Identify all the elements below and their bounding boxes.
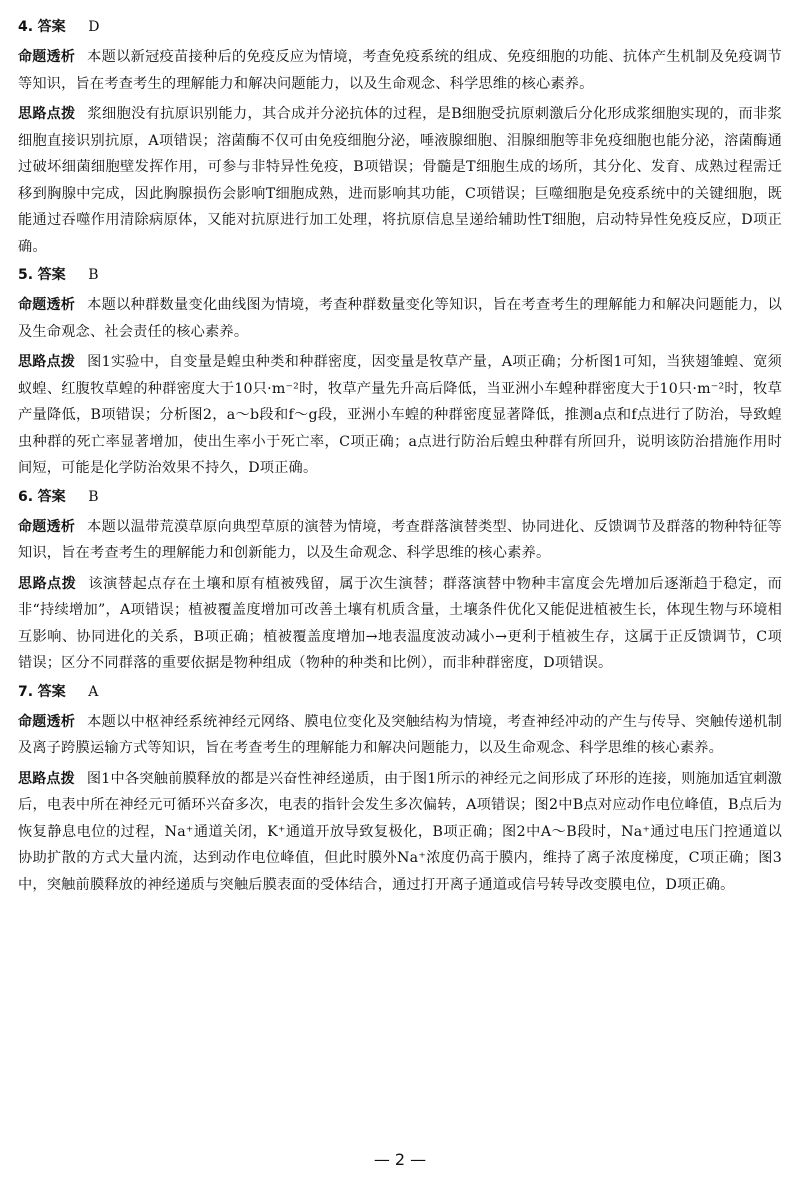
question-header <box>18 484 782 510</box>
answer-label: 答案 <box>37 267 66 283</box>
question-number: 5. <box>18 267 34 283</box>
solution-paragraph <box>18 349 782 482</box>
question-7 <box>18 679 782 899</box>
question-header <box>18 679 782 705</box>
question-header <box>18 262 782 288</box>
solution-paragraph <box>18 766 782 899</box>
answer-value: A <box>88 683 99 700</box>
solution-text: 图1中各突触前膜释放的都是兴奋性神经递质，由于图1所示的神经元之间形成了环形的连接，则施加适宜刺激后，电表中所在神经元可循环兴奋多次，电表的指针会发生多次偏转，A项错误；图2中B点对应动作电位峰值，B点后为恢复静息电位的过程，Na⁺通道关闭，K⁺通道开放导致复极化，B项正确；图2中A～B段时，Na⁺通过电压门控通道以协助扩散的方式大量内流，达到动作电位峰值，但此时膜外Na⁺浓度仍高于膜内，维持了离子浓度梯度，C项正确；图3中，突触前膜释放的神经递质与突触后膜表面的受体结合，通过打开离子通道或信号转导改变膜电位，D项正确。 <box>18 770 782 893</box>
answer-label: 答案 <box>37 19 66 35</box>
analysis-text: 本题以中枢神经系统神经元网络、膜电位变化及突触结构为情境，考查神经冲动的产生与传导、突触传递机制及离子跨膜运输方式等知识，旨在考查考生的理解能力和解决问题能力，以及生命观念、科学思维的核心素养。 <box>18 713 782 756</box>
answer-value: D <box>88 19 100 35</box>
analysis-paragraph <box>18 44 782 97</box>
analysis-paragraph <box>18 709 782 762</box>
answer-label: 答案 <box>37 488 66 505</box>
analysis-label: 命题透析 <box>18 713 76 730</box>
solution-paragraph <box>18 101 782 260</box>
answer-value: B <box>88 267 99 283</box>
solution-text: 图1实验中，自变量是蝗虫种类和种群密度，因变量是牧草产量，A项正确；分析图1可知，当狭翅雏蝗、宽须蚁蝗、红腹牧草蝗的种群密度大于10只·m⁻²时，牧草产量先升高后降低，当亚洲小车蝗种群密度大于10只·m⁻²时，牧草产量降低，B项错误；分析图2，a～b段和f～g段，亚洲小车蝗的种群密度显著降低，推测a点和f点进行了防治，导致蝗虫种群的死亡率显著增加，使出生率小于死亡率，C项正确；a点进行防治后蝗虫种群有所回升，说明该防治措施作用时间短，可能是化学防治效果不持久，D项正确。 <box>18 354 782 476</box>
question-number: 7. <box>18 683 34 700</box>
page-number: — 2 — <box>373 1150 427 1169</box>
question-6 <box>18 484 782 677</box>
analysis-text: 本题以温带荒漠草原向典型草原的演替为情境，考查群落演替类型、协同进化、反馈调节及群落的物种特征等知识，旨在考查考生的理解能力和创新能力，以及生命观念、科学思维的核心素养。 <box>18 518 782 561</box>
solution-text: 该演替起点存在土壤和原有植被残留，属于次生演替；群落演替中物种丰富度会先增加后逐渐趋于稳定，而非“持续增加”，A项错误；植被覆盖度增加可改善土壤有机质含量，土壤条件优化又能促进植被生长，体现生物与环境相互影响、协同进化的关系，B项正确；植被覆盖度增加→地表温度波动减小→更利于植被生存，这属于正反馈调节，C项错误；区分不同群落的重要依据是物种组成（物种的种类和比例），而非种群密度，D项错误。 <box>18 575 782 671</box>
solution-paragraph <box>18 571 782 677</box>
solution-label: 思路点拨 <box>18 354 76 370</box>
analysis-paragraph <box>18 514 782 567</box>
solution-label: 思路点拨 <box>18 575 77 592</box>
question-number: 4. <box>18 19 34 35</box>
solution-text: 浆细胞没有抗原识别能力，其合成并分泌抗体的过程，是B细胞受抗原刺激后分化形成浆细胞实现的，而非浆细胞直接识别抗原，A项错误；溶菌酶不仅可由免疫细胞分泌，唾液腺细胞、泪腺细胞等非免疫细胞也能分泌，溶菌酶通过破坏细菌细胞壁发挥作用，可参与非特异性免疫，B项错误；骨髓是T细胞生成的场所，其分化、发育、成熟过程需迁移到胸腺中完成，因此胸腺损伤会影响T细胞成熟，进而影响其功能，C项错误；巨噬细胞是免疫系统中的关键细胞，既能通过吞噬作用清除病原体，又能对抗原进行加工处理，将抗原信息呈递给辅助性T细胞，启动特异性免疫反应，D项正确。 <box>18 106 782 255</box>
question-5 <box>18 262 782 482</box>
answer-value: B <box>88 488 99 505</box>
answer-label: 答案 <box>37 683 66 700</box>
analysis-text: 本题以新冠疫苗接种后的免疫反应为情境，考查免疫系统的组成、免疫细胞的功能、抗体产生机制及免疫调节等知识，旨在考查考生的理解能力和解决问题能力，以及生命观念、科学思维的核心素养。 <box>18 49 782 92</box>
analysis-paragraph <box>18 292 782 345</box>
solution-label: 思路点拨 <box>18 106 76 122</box>
question-header <box>18 14 782 40</box>
analysis-text: 本题以种群数量变化曲线图为情境，考查种群数量变化等知识，旨在考查考生的理解能力和解决问题能力，以及生命观念、社会责任的核心素养。 <box>18 297 782 340</box>
analysis-label: 命题透析 <box>18 49 76 65</box>
analysis-label: 命题透析 <box>18 297 76 313</box>
question-4 <box>18 14 782 260</box>
solution-label: 思路点拨 <box>18 770 75 787</box>
question-number: 6. <box>18 488 34 505</box>
analysis-label: 命题透析 <box>18 518 76 535</box>
